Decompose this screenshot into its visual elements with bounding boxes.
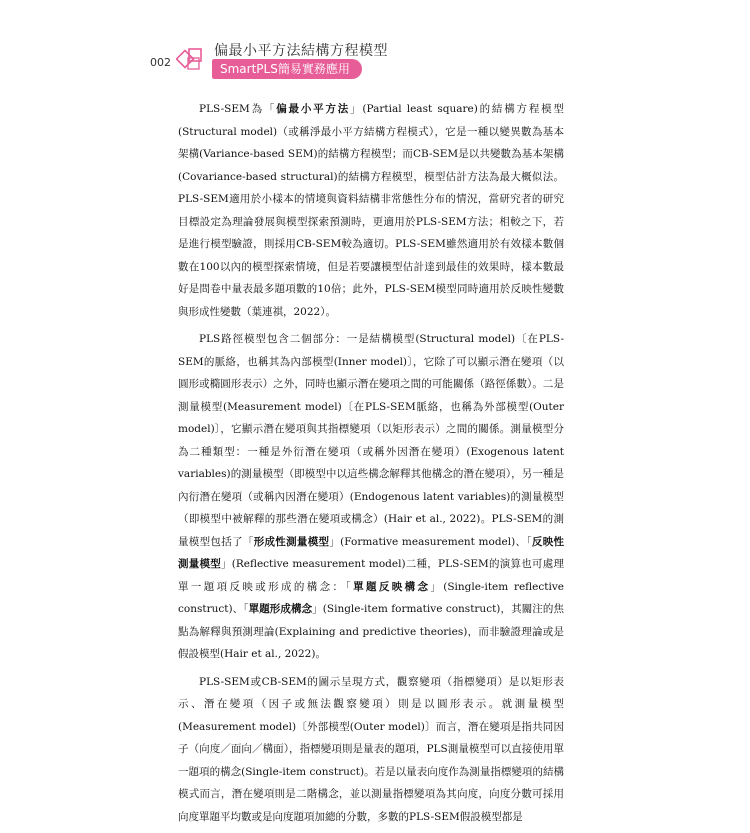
page-number: 002 (150, 56, 171, 69)
text-segment: PLS-SEM或CB-SEM的圖示呈現方式，觀察變項（指標變項）是以矩形表示、潛在變項（因子或無法觀察變項）則是以圓形表示。就測量模型(Measurement model)〔外部模型(Outer model)〕而言，潛在變項是指共同因子（向度／面向／構面），指標變項則是量表的題項，PLS測量模型可以直接使用單一題項的構念(Single-item construct)。若是以量表向度作為測量指標變項的結構模式而言，潛在變項則是二階構念，並以測量指標變項為其向度，向度分數可採用向度單題平均數或是向度題項加總的分數，多數的PLS-SEM假設模型都是 (178, 675, 564, 823)
text-segment: 」(Reflective measurement model)二種，PLS-SEM的演算也可處理單一題項反映或形成的構念：「 (178, 558, 565, 593)
bold-term: 形成性測量模型 (253, 535, 330, 548)
bold-term: 反映性測量模型 (178, 535, 565, 570)
running-header-subtitle: SmartPLS簡易實務應用 (212, 59, 362, 79)
bold-term: 單題形成構念 (248, 603, 313, 615)
text-segment: 」(Formative measurement model)、「 (329, 535, 532, 548)
bold-term: 偏最小平方法 (276, 103, 351, 115)
text-segment: PLS路徑模型包含二個部分：一是結構模型(Structural model)〔在PLS-SEM的脈絡，也稱其為內部模型(Inner model)〕，它除了可以顯示潛在變項（以圓形或橢圓形表示）之外，同時也顯示潛在變項之間的可能關係（路徑係數）。二是測量模型(Measurement model)〔在PLS-SEM脈絡，也稱為外部模型(Outer model)〕，它顯示潛在變項與其指標變項（以矩形表示）之間的關係。測量模型分為二種類型：一種是外衍潛在變項（或稱外因潛在變項）(Exogenous latent variables)的測量模型（即模型中以這些構念解釋其他構念的潛在變項），另一種是內衍潛在變項（或稱內因潛在變項）(Endogenous latent variables)的測量模型（即模型中被解釋的那些潛在變項或構念）(Hair et al., 2022)。PLS-SEM的測量模型包括了「 (178, 333, 564, 548)
text-segment: 」(Partial least square)的結構方程模型(Structural model)（或稱淨最小平方結構方程模式），它是一種以變異數為基本架構(Variance-based SEM)的結構方程模型；而CB-SEM是以共變數為基本架構(Covariance-based structural)的結構方程模型，模型估計方法為最大概似法。PLS-SEM適用於小樣本的情境與資料結構非常態性分布的情況，當研究者的研究目標設定為理論發展與模型探索預測時，更適用於PLS-SEM方法；相較之下，若是進行模型驗證，則採用CB-SEM較為適切。PLS-SEM雖然適用於有效樣本數個數在100以內的模型探索情境，但是若要讓模型估計達到最佳的效果時，樣本數最好是問卷中量表最多題項數的10倍；此外，PLS-SEM模型同時適用於反映性變數與形成性變數（葉連祺，2022）。 (178, 103, 564, 318)
body-text (178, 98, 564, 833)
paragraph-1 (178, 98, 564, 323)
running-header-title: 偏最小平方法結構方程模型 (214, 43, 388, 59)
paragraph-3 (178, 671, 564, 829)
text-segment: PLS-SEM為「 (199, 103, 277, 115)
text-segment: 」(Single-item formative construct)，其關注的焦點為解釋與預測理論(Explaining and predictive theories)，而非驗證理論或是假設模型(Hair et al., 2022)。 (178, 603, 564, 660)
interlocked-squares-logo-icon (176, 44, 206, 74)
paragraph-2 (178, 328, 564, 666)
bold-term: 單題反映構念 (353, 580, 431, 593)
text-segment: 」(Single-item reflective construct)、「 (178, 580, 564, 615)
